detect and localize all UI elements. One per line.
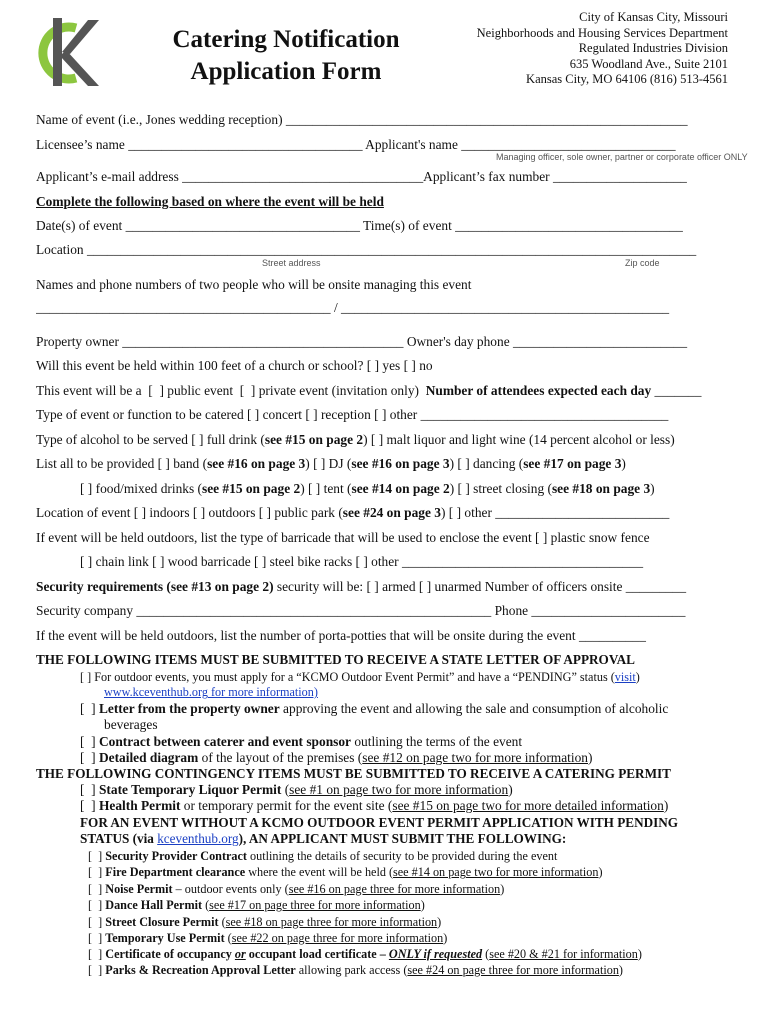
licensee-applicant-field[interactable]: Licensee’s name ___________________________________ Applicant's name ________________________________ [36,137,676,152]
contingency-item[interactable]: [ ] Temporary Use Permit (see #22 on page three for more information) [88,931,448,945]
applicant-hint: Managing officer, sole owner, partner or corporate officer ONLY [496,152,748,162]
porta-potties-field[interactable]: If the event will be held outdoors, list the number of porta-potties that will be onsite during the event __________ [36,628,646,643]
no-permit-warning-2: STATUS (via kceventhub.org), AN APPLICANT MUST SUBMIT THE FOLLOWING: [80,831,567,846]
barricade-line[interactable]: If event will be held outdoors, list the type of barricade that will be used to enclose the event [ ] plastic snow fence [36,530,650,545]
catering-permit-heading: THE FOLLOWING CONTINGENCY ITEMS MUST BE SUBMITTED TO RECEIVE A CATERING PERMIT [36,766,671,781]
health-permit-item[interactable]: [ ] Health Permit or temporary permit for the event site (see #15 on page two for more detailed information) [80,798,669,813]
form-title [152,24,420,88]
barricade-options-line[interactable]: [ ] chain link [ ] wood barricade [ ] steel bike racks [ ] other ____________________________________ [80,554,644,569]
see-12-link[interactable]: see #12 on page two for more information [362,750,588,765]
email-fax-field[interactable]: Applicant’s e-mail address ____________________________________Applicant’s fax number ____________________ [36,169,687,184]
event-type-line[interactable]: This event will be a [ ] public event [ ] private event (invitation only) Number of attendees expected each day _______ [36,383,702,398]
kc-logo-icon [36,16,102,88]
contingency-item[interactable]: [ ] Noise Permit – outdoor events only (see #16 on page three for more information) [88,881,505,896]
zip-code-hint: Zip code [625,258,660,268]
dates-times-field[interactable]: Date(s) of event ___________________________________ Time(s) of event __________________________________ [36,218,683,233]
title-line-1: Catering Notification [172,26,400,53]
title-line-2: Application Form [190,58,382,85]
location-field[interactable]: Location ___________________________________________________________________________________________ [36,242,697,257]
no-permit-warning-1: FOR AN EVENT WITHOUT A KCMO OUTDOOR EVENT PERMIT APPLICATION WITH PENDING [80,815,679,830]
property-owner-field[interactable]: Property owner __________________________________________ Owner's day phone __________________________ [36,334,688,349]
security-company-field[interactable]: Security company _____________________________________________________ Phone _______________________ [36,603,686,618]
visit-link[interactable]: visit [614,670,636,684]
occupancy-item[interactable]: [ ] Certificate of occupancy or occupant load certificate – ONLY if requested (see #20 & #21 for information) [88,947,642,961]
food-tent-line[interactable]: [ ] food/mixed drinks (see #15 on page 2) [ ] tent (see #14 on page 2) [ ] street closing (see #18 on page 3) [80,481,655,496]
parks-approval-item[interactable]: [ ] Parks & Recreation Approval Letter allowing park access (see #24 on page three for more information) [88,963,623,977]
detailed-diagram-item[interactable]: [ ] Detailed diagram of the layout of the premises (see #12 on page two for more information) [80,750,593,765]
contingency-item[interactable]: [ ] Security Provider Contract outlining the details of security to be provided during the event [88,849,558,863]
event-name-field[interactable]: Name of event (i.e., Jones wedding reception) ____________________________________________________________ [36,112,688,127]
kceventhub-link[interactable]: www.kceventhub.org [104,685,208,699]
property-owner-letter-item-cont: beverages [104,717,158,732]
names-phone-label: Names and phone numbers of two people who will be onsite managing this event [36,277,472,292]
contingency-item[interactable]: [ ] Fire Department clearance where the event will be held (see #14 on page two for more information) [88,865,603,880]
provided-list-line[interactable]: List all to be provided [ ] band (see #16 on page 3) [ ] DJ (see #16 on page 3) [ ] dancing (see #17 on page 3) [36,456,626,471]
kceventhub-link-2[interactable]: kceventhub.org [157,831,239,846]
security-requirements-line[interactable]: Security requirements (see #13 on page 2) security will be: [ ] armed [ ] unarmed Number of officers onsite _________ [36,579,687,594]
outdoor-permit-item[interactable]: [ ] For outdoor events, you must apply for a “KCMO Outdoor Event Permit” and have a “PENDING” status (visit) [80,670,640,684]
liquor-permit-item[interactable]: [ ] State Temporary Liquor Permit (see #1 on page two for more information) [80,782,513,797]
caterer-contract-item[interactable]: [ ] Contract between caterer and event sponsor outlining the terms of the event [80,734,523,749]
names-phone-field[interactable]: ____________________________________________ / _________________________________________________ [36,300,670,315]
event-location-line[interactable]: Location of event [ ] indoors [ ] outdoors [ ] public park (see #24 on page 3) [ ] other __________________________ [36,505,670,520]
church-school-question[interactable]: Will this event be held within 100 feet of a church or school? [ ] yes [ ] no [36,358,433,373]
street-address-hint: Street address [262,258,321,268]
outdoor-permit-item-cont[interactable]: www.kceventhub.org for more information) [104,685,318,699]
contingency-item[interactable]: [ ] Street Closure Permit (see #18 on page three for more information) [88,914,442,929]
state-approval-heading: THE FOLLOWING ITEMS MUST BE SUBMITTED TO RECEIVE A STATE LETTER OF APPROVAL [36,652,635,667]
alcohol-type-line[interactable]: Type of alcohol to be served [ ] full drink (see #15 on page 2) [ ] malt liquor and light wine (14 percent alcohol or less) [36,432,675,447]
property-owner-letter-item[interactable]: [ ] Letter from the property owner approving the event and allowing the sale and consumption of alcoholic [80,701,669,716]
function-type-line[interactable]: Type of event or function to be catered [ ] concert [ ] reception [ ] other _____________________________________ [36,407,669,422]
contingency-item[interactable]: [ ] Dance Hall Permit (see #17 on page three for more information) [88,898,425,913]
department-address: City of Kansas City, Missouri Neighborhoods and Housing Services Department Regulated Industries Division 635 Woodland Ave., Suite 2101 Kansas City, MO 64106 (816) 513-4561 [476,10,728,86]
complete-heading: Complete the following based on where the event will be held [36,194,384,209]
